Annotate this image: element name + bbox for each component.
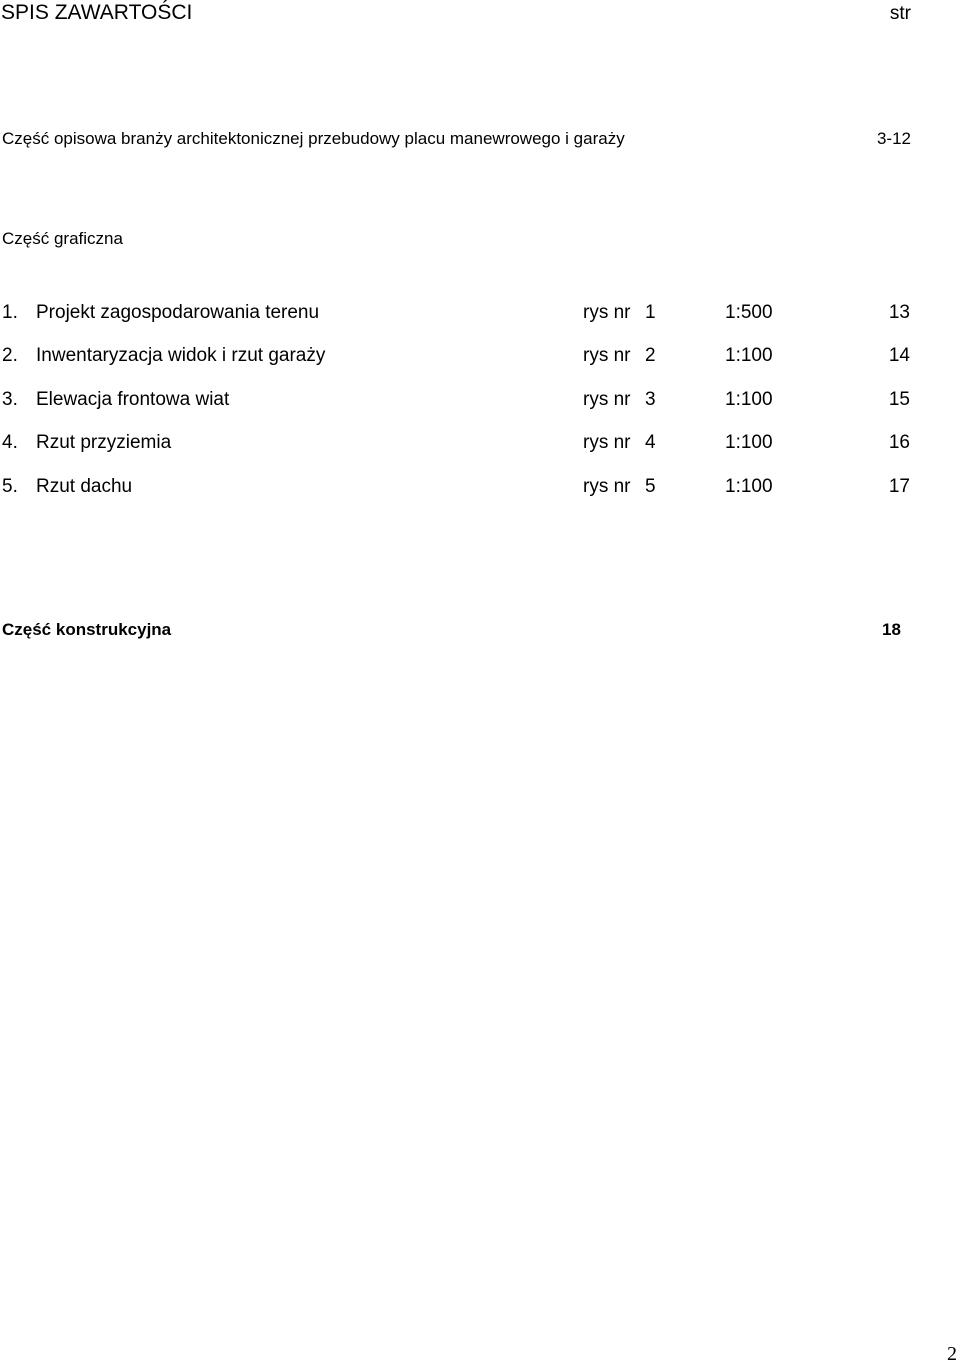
item-name: Projekt zagospodarowania terenu	[36, 302, 320, 323]
drawing-list-item	[0, 476, 960, 502]
item-scale: 1:100	[725, 389, 773, 410]
item-rys-label: rys nr	[583, 345, 631, 366]
item-number: 1.	[2, 302, 18, 323]
item-number: 2.	[2, 345, 18, 366]
graphic-part-label: Część graficzna	[2, 229, 123, 248]
item-scale: 1:100	[725, 476, 773, 497]
construction-part-label: Część konstrukcyjna	[2, 620, 172, 639]
item-page: 14	[888, 345, 910, 366]
item-page: 13	[888, 302, 910, 323]
item-scale: 1:100	[725, 345, 773, 366]
drawing-list-item	[0, 302, 960, 328]
descriptive-part-pages: 3-12	[876, 129, 911, 148]
item-number: 4.	[2, 432, 18, 453]
item-rys-label: rys nr	[583, 302, 631, 323]
item-rys-label: rys nr	[583, 476, 631, 497]
item-rys-number: 1	[645, 302, 656, 323]
item-rys-number: 4	[645, 432, 656, 453]
item-name: Rzut przyziemia	[36, 432, 172, 453]
item-rys-number: 3	[645, 389, 656, 410]
drawing-list-item	[0, 345, 960, 371]
item-page: 16	[888, 432, 910, 453]
document-title: SPIS ZAWARTOŚCI	[1, 1, 193, 24]
item-page: 15	[888, 389, 910, 410]
construction-part-page: 18	[882, 620, 901, 639]
descriptive-part-label: Część opisowa branży architektonicznej przebudowy placu manewrowego i garaży	[2, 129, 625, 148]
item-scale: 1:100	[725, 432, 773, 453]
item-rys-number: 2	[645, 345, 656, 366]
page-column-label: str	[889, 3, 911, 24]
drawing-list-item	[0, 432, 960, 458]
item-rys-label: rys nr	[583, 389, 631, 410]
item-scale: 1:500	[725, 302, 773, 323]
item-page: 17	[888, 476, 910, 497]
item-number: 3.	[2, 389, 18, 410]
drawing-list-item	[0, 389, 960, 415]
page-number: 2	[947, 1343, 957, 1365]
item-name: Rzut dachu	[36, 476, 133, 497]
item-number: 5.	[2, 476, 18, 497]
item-name: Elewacja frontowa wiat	[36, 389, 230, 410]
item-rys-number: 5	[645, 476, 656, 497]
item-name: Inwentaryzacja widok i rzut garaży	[36, 345, 326, 366]
item-rys-label: rys nr	[583, 432, 631, 453]
